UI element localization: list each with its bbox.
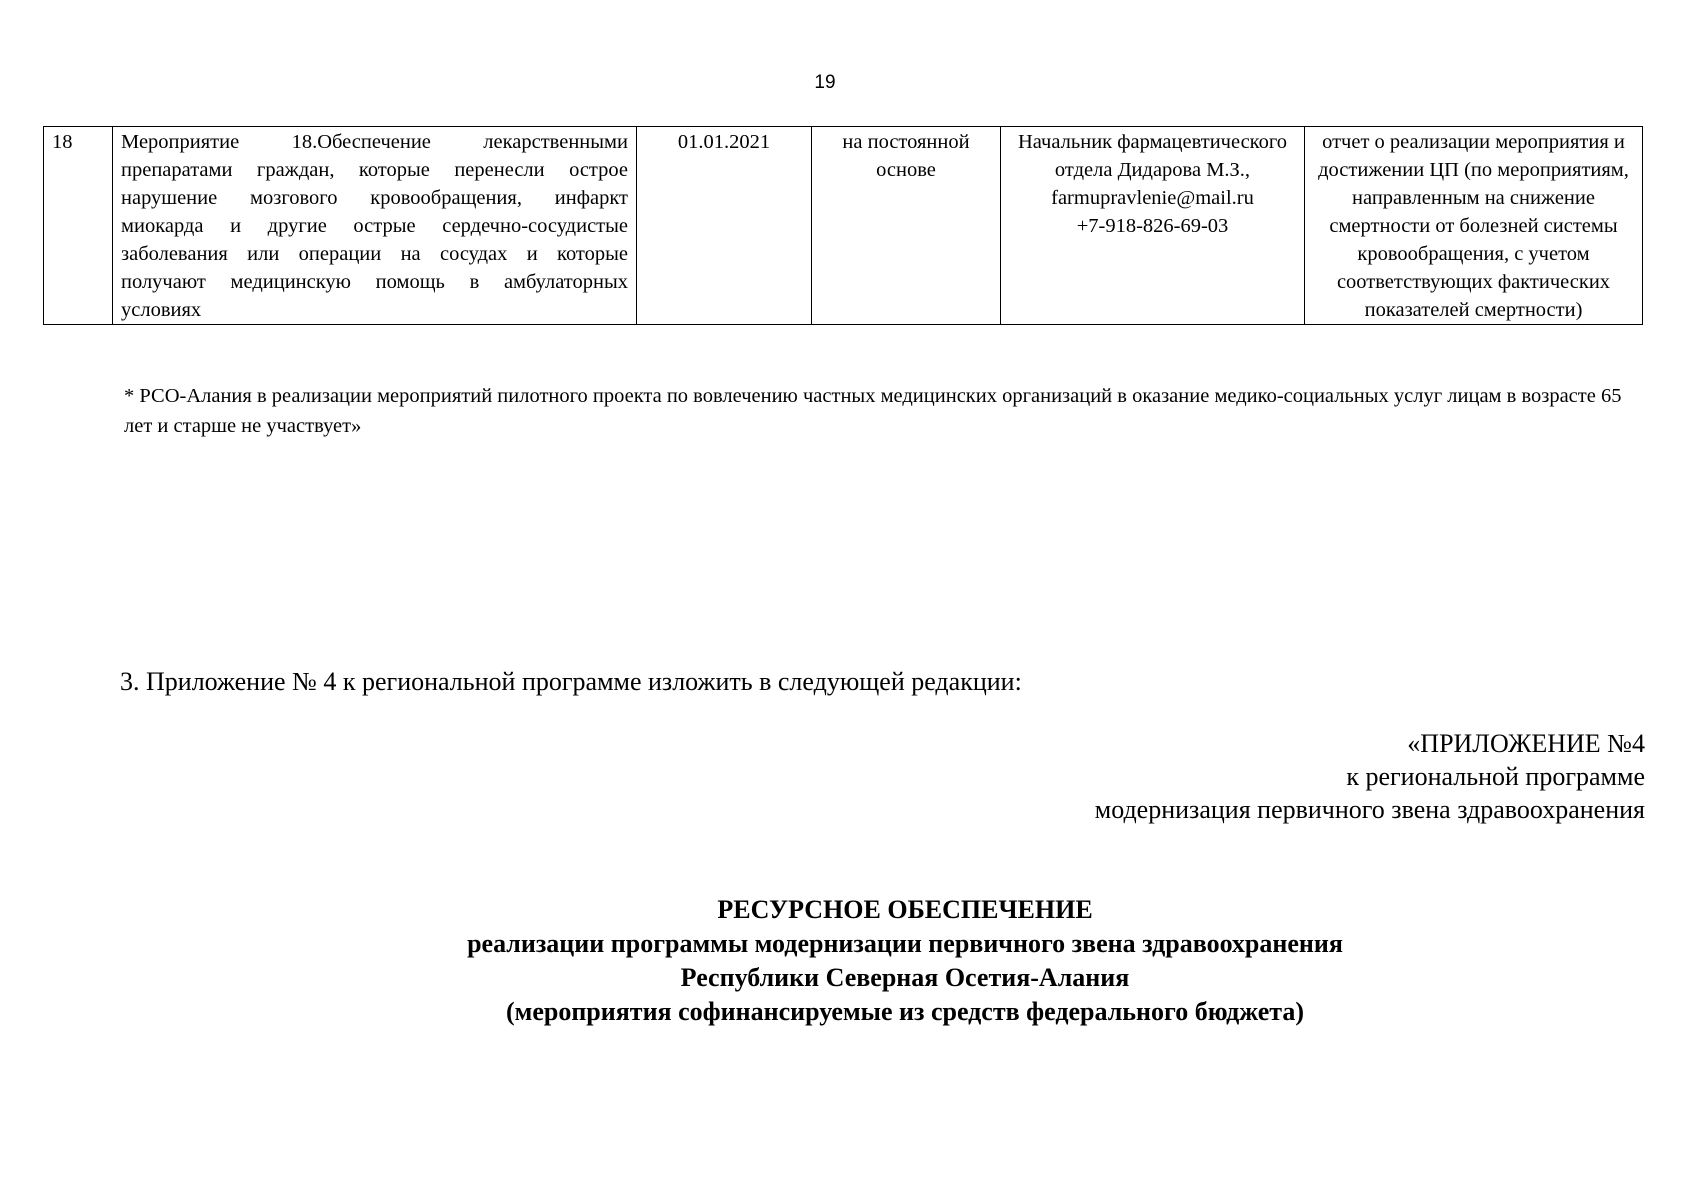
document-title xyxy=(330,893,1480,1029)
appendix-line-2: к региональной программе xyxy=(1346,762,1645,791)
appendix-line-3: модернизация первичного звена здравоохранения xyxy=(1094,795,1645,824)
table-row xyxy=(44,127,1643,325)
responsible-person: Начальник фармацевтического отдела Дидарова М.З., xyxy=(1017,131,1288,181)
appendix-line-1: «ПРИЛОЖЕНИЕ №4 xyxy=(1407,729,1645,758)
responsible-cell xyxy=(1001,127,1305,325)
measures-table xyxy=(43,126,1643,325)
result-cell: отчет о реализации мероприятия и достижении ЦП (по мероприятиям, направленным на снижение смертности от болезней системы кровообращения, с учетом соответствующих фактических показателей смертности) xyxy=(1305,127,1643,325)
title-line-4: (мероприятия софинансируемые из средств федерального бюджета) xyxy=(505,997,1305,1026)
footnote: * РСО-Алания в реализации мероприятий пилотного проекта по вовлечению частных медицинских организаций в оказание медико-социальных услуг лицам в возрасте 65 лет и старше не участвует» xyxy=(124,385,1622,437)
amendment-paragraph: 3. Приложение № 4 к региональной программе изложить в следующей редакции: xyxy=(120,667,1022,696)
title-line-2: реализации программы модернизации первичного звена здравоохранения xyxy=(467,929,1343,958)
term-cell: на постоянной основе xyxy=(812,127,1001,325)
start-date-cell: 01.01.2021 xyxy=(637,127,812,325)
appendix-reference xyxy=(745,727,1645,826)
row-number-cell: 18 xyxy=(44,127,113,325)
title-line-3: Республики Северная Осетия-Алания xyxy=(680,963,1130,992)
measure-name-cell: Мероприятие 18.Обеспечение лекарственными препаратами граждан, которые перенесли острое нарушение мозгового кровообращения, инфаркт миокарда и другие острые сердечно-сосудистые заболевания или операции на сосудах и которые получают медицинскую помощь в амбулаторных условиях xyxy=(113,127,637,325)
responsible-email: farmupravlenie@mail.ru xyxy=(1051,187,1254,209)
page-number: 19 xyxy=(814,72,836,93)
responsible-phone: +7-918-826-69-03 xyxy=(1076,215,1229,237)
title-line-1: РЕСУРСНОЕ ОБЕСПЕЧЕНИЕ xyxy=(717,895,1093,924)
